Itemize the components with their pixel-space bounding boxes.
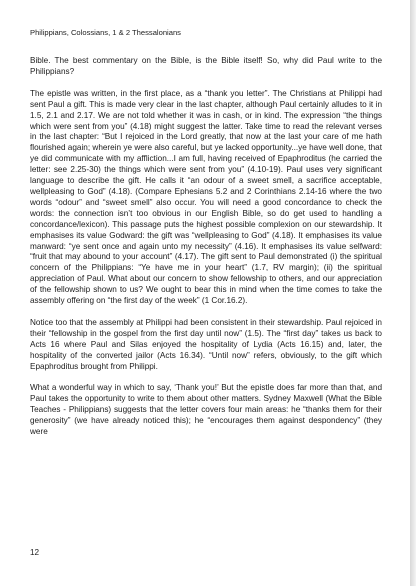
page-number: 12	[30, 548, 40, 557]
page-edge-shadow	[410, 0, 416, 586]
running-header: Philippians, Colossians, 1 & 2 Thessalonians	[30, 28, 181, 37]
paragraph-3: Notice too that the assembly at Philippi had been consistent in their stewardship. Paul rejoiced in their “fellowship in the gospel from the first day until now” (1.5). The “first day” takes us back to Acts 16 where Paul and Silas enjoyed the hospitality of Lydia (Acts 16.15) and, later, the hospitality of the converted jailor (Acts 16.34). “Until now” refers, obviously, to the gift which Epaphroditus brought from Philippi.	[30, 317, 382, 371]
body-text	[30, 56, 382, 449]
paragraph-2: The epistle was written, in the first place, as a “thank you letter”. The Christians at Philippi had sent Paul a gift. This is made very clear in the last chapter, although Paul certainly alludes to it in 1.5, 2.1 and 2.17. We are not told whether it was in cash, or in kind. The expression “the things which were sent from you” (4.18) might suggest the latter. Take time to read the relevant verses in the last chapter: “But I rejoiced in the Lord greatly, that now at the last your care of me hath flourished again; wherein ye were also careful, but ye lacked opportunity...ye have well done, that ye did communicate with my affliction...I am full, having received of Epaphroditus (he carried the letter: see 2.25-30) the things which were sent from you” (4.10-19). Paul uses very significant language to describe the gift. He calls it “an odour of a sweet smell, a sacrifice acceptable, wellpleasing to God” (4.18). (Compare Ephesians 5.2 and 2 Corinthians 2.14-16 where the two words “odour” and “sweet smell” also occur. You will need a good concordance to check the words: the connection isn’t too obvious in our English Bible, so do get used to handling a concordance/lexicon). This passage puts the highest possible complexion on our stewardship. It emphasises its value Godward: the gift was “wellpleasing to God” (4.18). It emphasises its value manward: “ye sent once and again unto my necessity” (4.16). It emphasises its value selfward: “fruit that may abound to your account” (4.17). The gift sent to Paul demonstrated (i) the spiritual concern of the Philippians: “Ye have me in your heart” (1.7, RV margin); (ii) the spiritual appreciation of Paul. What about our concern to show fellowship to others, and our appreciation of the fellowship shown to us? We ought to bear this in mind when the time comes to take the assembly offering on “the first day of the week” (1 Cor.16.2).	[30, 88, 382, 306]
paragraph-1: Bible. The best commentary on the Bible, is the Bible itself! So, why did Paul write to the Philippians?	[30, 56, 382, 76]
paragraph-4: What a wonderful way in which to say, ‘Thank you!’ But the epistle does far more than that, and Paul takes the opportunity to write to them about other matters. Sydney Maxwell (What the Bible Teaches - Philippians) suggests that the letter covers four main areas: he “thanks them for their generosity” (we have already noticed this); he “encourages them against despondency” (they were	[30, 383, 382, 437]
